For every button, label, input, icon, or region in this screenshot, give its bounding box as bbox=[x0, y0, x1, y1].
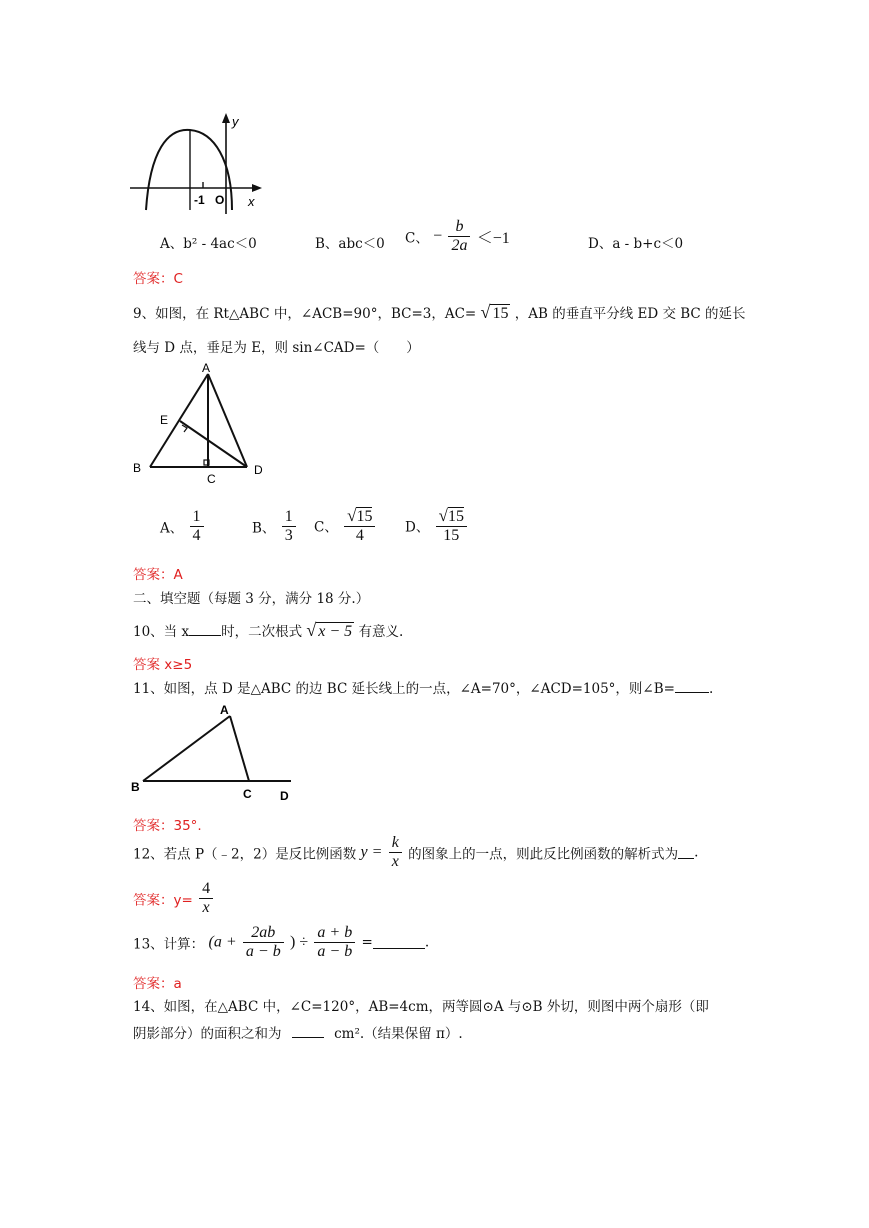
x-axis-arrow bbox=[252, 184, 262, 192]
q14-text-2: 阴影部分）的面积之和为 bbox=[133, 1026, 282, 1042]
label-d: D bbox=[280, 789, 289, 803]
q13-answer: 答案：a bbox=[133, 976, 182, 992]
q14-blank bbox=[292, 1025, 324, 1038]
q12-text-2: 的图象上的一点，则此反比例函数的解析式为 bbox=[408, 846, 679, 863]
q9-option-c-num: 15 bbox=[356, 508, 373, 525]
q9-option-a bbox=[160, 508, 206, 545]
q10-text-2: 时，二次根式 bbox=[221, 624, 303, 640]
q8-option-c-den: 2a bbox=[448, 236, 470, 255]
q9-option-a-num: 1 bbox=[192, 508, 201, 525]
q8-option-c-num: b bbox=[455, 218, 464, 235]
label-a: A bbox=[220, 703, 229, 717]
q12-num: k bbox=[391, 834, 399, 851]
q12-answer-den: x bbox=[199, 898, 213, 917]
q11-text bbox=[133, 677, 713, 697]
q10-answer: 答案 x≥5 bbox=[133, 657, 193, 673]
q14-text-line1: 14、如图，在△ABC 中，∠C=120°，AB=4cm，两等圆⊙A 与⊙B 外切，则图中两个扇形（即 bbox=[133, 999, 709, 1015]
q13-f2-den: a − b bbox=[314, 942, 355, 961]
q9-option-a-label: A、 bbox=[160, 520, 184, 537]
q9-option-d-label: D、 bbox=[405, 519, 430, 536]
q8-option-b: B、abc＜0 bbox=[315, 236, 385, 252]
q13-open: (a + bbox=[208, 933, 237, 951]
q14-text-3: .（结果保留 π）. bbox=[359, 1026, 463, 1042]
q13-end: . bbox=[424, 934, 430, 951]
label-c: C bbox=[243, 787, 252, 801]
q12-end: . bbox=[694, 844, 699, 861]
x-label: x bbox=[248, 194, 255, 209]
q13-close: ) ÷ bbox=[290, 933, 309, 951]
q9-option-c-den: 4 bbox=[344, 526, 375, 545]
q9-text-line2: 线与 D 点，垂足为 E，则 sin∠CAD=（ ） bbox=[133, 340, 420, 356]
q13-label: 13、计算： bbox=[133, 936, 205, 953]
q12-y-eq: y = bbox=[360, 843, 383, 861]
q9-option-b-num: 1 bbox=[284, 508, 293, 525]
label-e: E bbox=[160, 413, 169, 427]
q10-text: 10、当 x 时，二次根式 √ x − 5 有意义. bbox=[133, 620, 404, 640]
q12-answer-fraction bbox=[199, 880, 213, 917]
q13-eq: = bbox=[361, 934, 373, 951]
q13-blank bbox=[373, 936, 425, 949]
q9-option-d bbox=[405, 506, 469, 545]
q9-triangle-figure bbox=[128, 360, 276, 488]
q8-option-c-rel: ＜−1 bbox=[476, 230, 510, 247]
q13-fraction-1 bbox=[243, 924, 284, 961]
q9-option-d-num: 15 bbox=[447, 508, 464, 525]
q9-option-b-fraction bbox=[282, 508, 296, 545]
q12-fraction bbox=[389, 834, 402, 871]
segment-ab bbox=[150, 374, 208, 467]
parabola-figure bbox=[128, 110, 268, 216]
q13-f2-num: a + b bbox=[317, 924, 353, 941]
q11-answer: 答案：35°. bbox=[133, 818, 202, 834]
q14-unit: cm² bbox=[334, 1026, 360, 1042]
q8-option-d: D、a - b+c＜0 bbox=[588, 236, 684, 252]
q11-text-body: 11、如图，点 D 是△ABC 的边 BC 延长线上的一点，∠A=70°，∠ACD=105°，则∠B= bbox=[133, 681, 675, 697]
q9-option-b-label: B、 bbox=[252, 520, 276, 537]
q10-blank bbox=[189, 623, 221, 636]
q8-option-c-minus: − bbox=[433, 227, 443, 245]
q12-answer bbox=[133, 880, 215, 917]
label-a: A bbox=[202, 361, 211, 375]
q10-text-3: 有意义. bbox=[358, 624, 404, 640]
q13-f1-den: a − b bbox=[243, 942, 284, 961]
q14-text-line2 bbox=[133, 1022, 463, 1042]
q8-option-a: A、b² - 4ac＜0 bbox=[160, 236, 257, 252]
q12-text-1: 12、若点 P（﹣2，2）是反比例函数 bbox=[133, 846, 357, 863]
neg1-label: -1 bbox=[194, 193, 205, 207]
q9-text-1: 9、如图，在 Rt△ABC 中，∠ACB=90°，BC=3，AC= bbox=[133, 306, 477, 322]
origin-label: O bbox=[215, 193, 225, 207]
q9-option-c bbox=[314, 506, 377, 545]
q12-answer-label: 答案：y= bbox=[133, 892, 193, 909]
q9-text-2: ，AB 的垂直平分线 ED 交 BC 的延长 bbox=[514, 306, 746, 322]
segment-ba bbox=[143, 716, 230, 781]
q9-option-a-fraction bbox=[190, 508, 204, 545]
q11-triangle-figure bbox=[128, 700, 296, 806]
q8-answer: 答案：C bbox=[133, 271, 183, 287]
y-axis-arrow bbox=[222, 113, 230, 123]
q9-sqrt: 15 bbox=[492, 305, 509, 322]
q9-option-a-den: 4 bbox=[190, 526, 204, 545]
q9-option-b-den: 3 bbox=[282, 526, 296, 545]
q8-option-c-fraction bbox=[448, 218, 470, 255]
q12-den: x bbox=[389, 852, 402, 871]
q13-fraction-2 bbox=[314, 924, 355, 961]
q12-text bbox=[133, 834, 698, 871]
section-heading: 二、填空题（每题 3 分，满分 18 分.） bbox=[133, 591, 370, 607]
q13-text bbox=[133, 924, 429, 961]
q9-option-d-den: 15 bbox=[436, 526, 467, 545]
q8-option-c-label: C、 bbox=[405, 230, 429, 247]
q10-sqrt: x − 5 bbox=[318, 623, 353, 640]
q9-option-d-fraction: $\frac{√15}{15}$ bbox=[436, 506, 467, 545]
q11-blank bbox=[675, 680, 709, 693]
q10-text-1: 10、当 x bbox=[133, 624, 190, 640]
q9-option-b bbox=[252, 508, 298, 545]
y-label: y bbox=[232, 114, 239, 129]
q9-option-c-fraction: $\frac{√15}{4}$ bbox=[344, 506, 375, 545]
q12-answer-num: 4 bbox=[202, 880, 211, 897]
q9-text-line1: 9、如图，在 Rt△ABC 中，∠ACB=90°，BC=3，AC= √ 15 ，AB 的垂直平分线 ED 交 BC 的延长 bbox=[133, 302, 746, 322]
segment-ac bbox=[230, 716, 249, 781]
label-b: B bbox=[131, 780, 140, 794]
q9-option-c-label: C、 bbox=[314, 519, 338, 536]
label-c: C bbox=[207, 472, 216, 486]
label-b: B bbox=[133, 461, 142, 475]
q8-option-c bbox=[405, 218, 510, 255]
q9-answer: 答案：A bbox=[133, 567, 183, 583]
label-d: D bbox=[254, 463, 263, 477]
q13-f1-num: 2ab bbox=[251, 924, 276, 941]
q11-end: . bbox=[708, 681, 714, 697]
q12-blank bbox=[678, 846, 694, 859]
